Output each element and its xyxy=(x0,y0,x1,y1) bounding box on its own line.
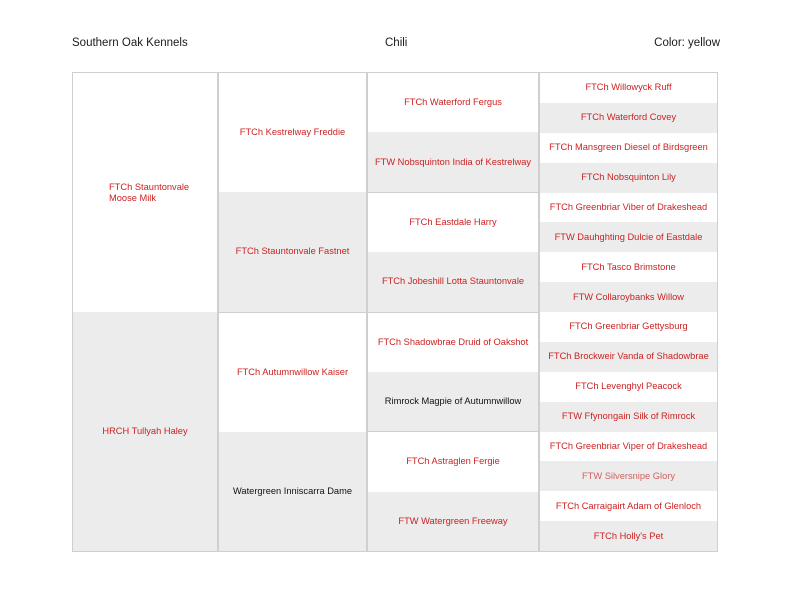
ancestor-name: FTW Silversnipe Glory xyxy=(582,470,675,481)
ancestor-name: FTW Ffynongain Silk of Rimrock xyxy=(561,411,696,422)
ancestor-name: FTCh Stauntonvale Fastnet xyxy=(235,246,350,257)
ancestor-name: FTCh Brockweir Vanda of Shadowbrae xyxy=(548,351,709,362)
ancestor-name: FTCh Mansgreen Diesel of Birdsgreen xyxy=(549,142,708,153)
ancestor-name: FTW Collaroybanks Willow xyxy=(572,291,685,302)
ancestor-name: FTCh Carraigairt Adam of Glenloch xyxy=(555,500,702,511)
ancestor-name: FTCh Holly's Pet xyxy=(593,530,664,541)
ancestor-name: FTCh Willowyck Ruff xyxy=(585,82,672,93)
pedigree-cell xyxy=(539,103,718,133)
pedigree-cell xyxy=(539,342,718,372)
ancestor-name: FTCh Autumnwillow Kaiser xyxy=(236,366,349,377)
pedigree-cell xyxy=(539,282,718,312)
pedigree-cell xyxy=(539,312,718,342)
kennel-name: Southern Oak Kennels xyxy=(72,37,188,49)
pedigree-cell xyxy=(539,491,718,521)
pedigree-cell xyxy=(539,163,718,193)
ancestor-name: Rimrock Magpie of Autumnwillow xyxy=(384,396,522,407)
ancestor-name: FTCh Greenbriar Viber of Drakeshead xyxy=(549,201,708,212)
pedigree-cell xyxy=(539,193,718,223)
grandparents-column xyxy=(218,72,367,552)
ancestor-name: FTCh Greenbriar Viper of Drakeshead xyxy=(549,440,708,451)
pedigree-cell xyxy=(367,252,539,311)
pedigree-cell xyxy=(367,132,539,191)
ancestor-name: FTCh Jobeshill Lotta Stauntonvale xyxy=(381,276,525,287)
pedigree-cell xyxy=(218,72,367,192)
ancestor-name: FTCh Nobsquinton Lily xyxy=(581,172,676,183)
pedigree-cell xyxy=(218,192,367,311)
ancestor-name: Watergreen Inniscarra Dame xyxy=(232,485,352,496)
ancestor-name: FTCh Levenghyl Peacock xyxy=(575,381,682,392)
pedigree-cell xyxy=(539,72,718,103)
great-grandparents-column xyxy=(367,72,539,552)
ancestor-name: FTCh Waterford Fergus xyxy=(404,97,502,108)
dam-name: HRCH Tullyah Haley xyxy=(102,426,188,436)
pedigree-cell xyxy=(539,432,718,462)
pedigree-cell xyxy=(218,432,367,552)
ancestor-name: FTW Dauhghting Dulcie of Eastdale xyxy=(554,231,703,242)
ancestor-name: FTW Watergreen Freeway xyxy=(398,515,508,526)
ancestor-name: FTW Nobsquinton India of Kestrelway xyxy=(374,156,532,167)
dog-color: Color: yellow xyxy=(654,37,720,49)
ancestor-name: FTCh Kestrelway Freddie xyxy=(239,127,346,138)
ancestor-name: FTCh Shadowbrae Druid of Oakshot xyxy=(377,336,529,347)
ancestor-name: FTCh Eastdale Harry xyxy=(409,216,497,227)
pedigree-cell xyxy=(367,431,539,491)
parents-column xyxy=(72,72,218,552)
pedigree-cell xyxy=(539,461,718,491)
ancestor-name: FTCh Astraglen Fergie xyxy=(406,456,500,467)
pedigree-cell xyxy=(367,192,539,252)
ancestor-name: FTCh Tasco Brimstone xyxy=(581,261,676,272)
pedigree-cell xyxy=(218,312,367,432)
pedigree-cell xyxy=(539,521,718,552)
pedigree-cell xyxy=(367,492,539,552)
pedigree-cell xyxy=(539,372,718,402)
sire-cell xyxy=(72,72,218,312)
pedigree-cell xyxy=(539,402,718,432)
pedigree-cell xyxy=(539,133,718,163)
dam-cell xyxy=(72,312,218,552)
sire-name: FTCh Stauntonvale Moose Milk xyxy=(109,181,190,203)
pedigree-cell xyxy=(367,312,539,372)
great-great-grandparents-column xyxy=(539,72,718,552)
dog-name: Chili xyxy=(385,37,408,49)
pedigree-cell xyxy=(539,252,718,282)
ancestor-name: FTCh Waterford Covey xyxy=(580,112,677,123)
ancestor-name: FTCh Greenbriar Gettysburg xyxy=(569,321,688,332)
pedigree-cell xyxy=(367,372,539,431)
pedigree-cell xyxy=(539,222,718,252)
pedigree-cell xyxy=(367,72,539,132)
